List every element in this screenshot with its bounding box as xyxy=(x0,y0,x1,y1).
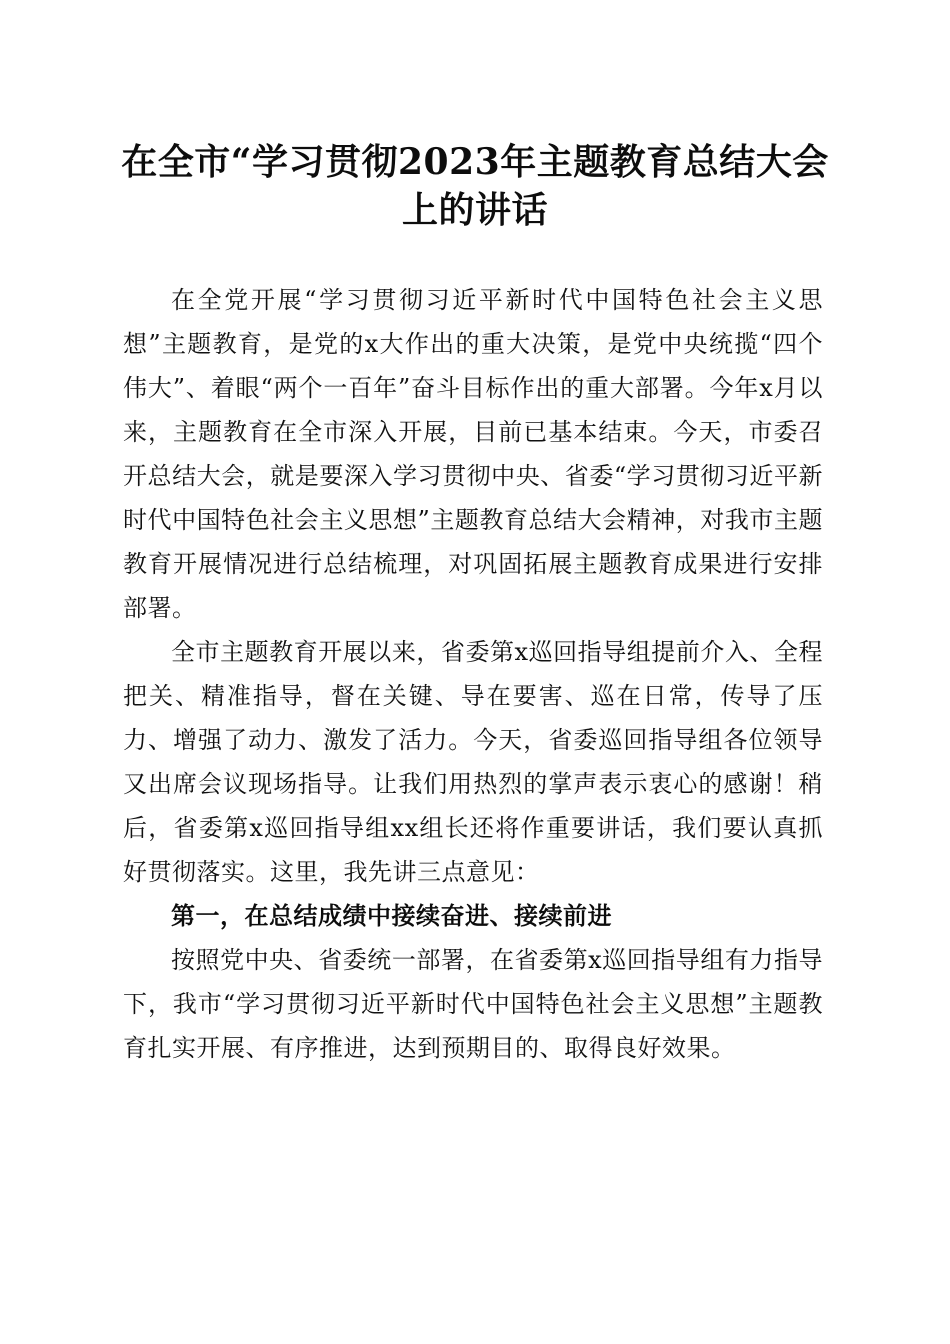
title-line-2: 上的讲话 xyxy=(401,189,548,231)
document-body xyxy=(123,278,823,1070)
document-title xyxy=(110,138,840,234)
paragraph-section-1: 按照党中央、省委统一部署，在省委第x巡回指导组有力指导下，我市“学习贯彻习近平新时代中国特色社会主义思想”主题教育扎实开展、有序推进，达到预期目的、取得良好效果。 xyxy=(123,946,823,1062)
section-heading: 第一，在总结成绩中接续奋进、接续前进 xyxy=(171,901,612,930)
title-line-1: 在全市“学习贯彻2023年主题教育总结大会 xyxy=(121,141,829,183)
paragraph-guidance: 全市主题教育开展以来，省委第x巡回指导组提前介入、全程把关、精准指导，督在关键、导在要害、巡在日常，传导了压力、增强了动力、激发了活力。今天，省委巡回指导组各位领导又出席会议现场指导。让我们用热烈的掌声表示衷心的感谢！稍后，省委第x巡回指导组xx组长还将作重要讲话，我们要认真抓好贯彻落实。这里，我先讲三点意见： xyxy=(123,638,823,886)
paragraph-intro: 在全党开展“学习贯彻习近平新时代中国特色社会主义思想”主题教育，是党的x大作出的重大决策，是党中央统揽“四个伟大”、着眼“两个一百年”奋斗目标作出的重大部署。今年x月以来，主题教育在全市深入开展，目前已基本结束。今天，市委召开总结大会，就是要深入学习贯彻中央、省委“学习贯彻习近平新时代中国特色社会主义思想”主题教育总结大会精神，对我市主题教育开展情况进行总结梳理，对巩固拓展主题教育成果进行安排部署。 xyxy=(123,286,823,622)
